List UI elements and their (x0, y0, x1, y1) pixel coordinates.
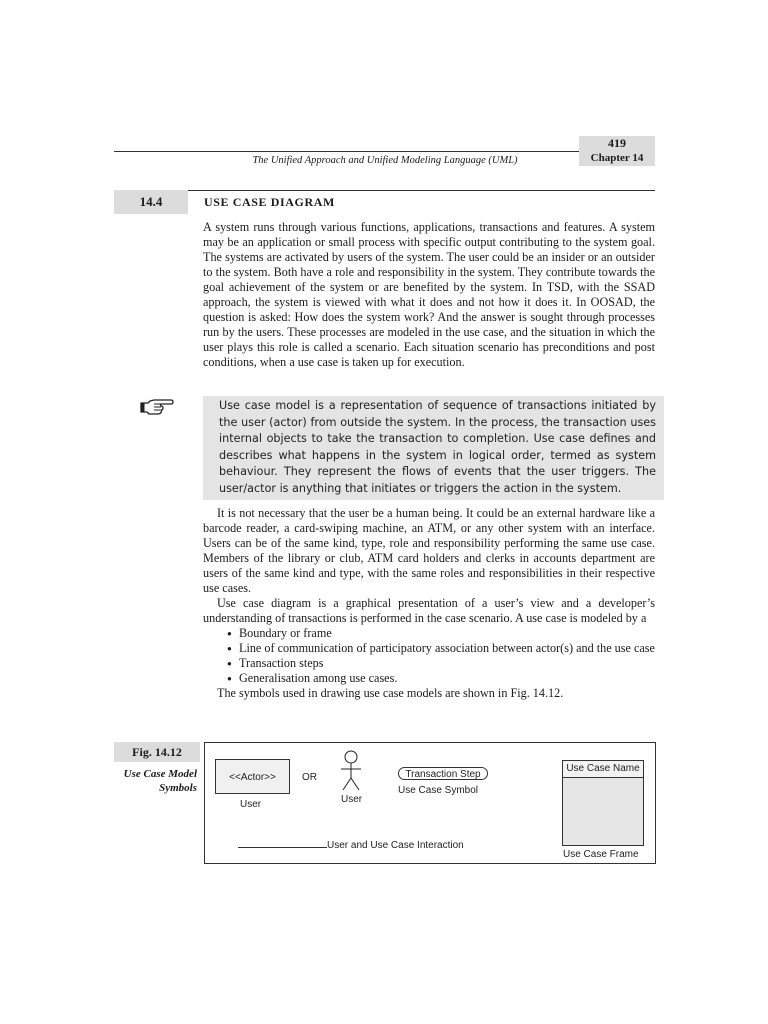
paragraph-symbols: The symbols used in drawing use case models are shown in Fig. 14.12. (217, 686, 564, 700)
or-label: OR (302, 772, 317, 783)
stick-figure-icon (336, 750, 366, 794)
section-title: USE CASE DIAGRAM (204, 195, 335, 209)
figure-caption-line-1: Use Case Model (123, 768, 197, 780)
page-number: 419 (579, 136, 655, 151)
use-case-frame-name: Use Case Name (563, 761, 643, 778)
paragraph-intro: A system runs through various functions, applications, transactions and features. A system may be an application or small process with specific output contributing to the system goal. The systems are activated by users of the system. The user could be an insider or an outsider to the system. Both have a role and responsibility in the system. They contribute towards the goal achievement of the system or are benefited by the system. In TSD, with the SSAD approach, the system is viewed with what it does and not how it does it. In OOSAD, the question is asked: How does the system work? And the answer is sought through processes run by the users. These processes are modeled in the use case, and the situation in which the user plays this role is called a scenario. Each situation scenario has preconditions and post conditions, when a use case is taken up for execution. (203, 220, 655, 369)
list-item: ● Generalisation among use cases. (213, 671, 655, 686)
use-case-symbol-label: Use Case Symbol (398, 785, 479, 796)
list-item: ● Transaction steps (213, 656, 655, 671)
chapter-label: Chapter 14 (579, 151, 655, 166)
transaction-step-symbol: Transaction Step (398, 767, 488, 780)
list-item: ● Line of communication of participatory association between actor(s) and the use case (213, 641, 655, 656)
bullet-list (203, 626, 655, 686)
section-rule (188, 190, 655, 191)
header-rule (114, 151, 579, 152)
definition-callout: Use case model is a representation of sequence of transactions initiated by the user (actor) from outside the system. In the process, the transaction uses internal objects to take the transaction to completion. Use case defines and describes what happens in the system in logical order, termed as system behaviour. They represent the flows of events that the user triggers. The user/actor is anything that initiates or triggers the action in the system. (203, 396, 664, 500)
running-title: The Unified Approach and Unified Modeling Language (UML) (252, 155, 518, 166)
paragraph-users: It is not necessary that the user be a human being. It could be an external hardware like a barcode reader, a card-swiping machine, an ATM, or any other system with an interface. Users can be of the same kind, type, role and responsibility performing the same use case. Members of the library or club, ATM card holders and clerks in accounts department are users of the same kind and type, with the same roles and responsibilities in their respective use cases. (203, 506, 655, 595)
pointing-hand-icon (140, 398, 174, 416)
paragraph-diagram-intro: Use case diagram is a graphical presentation of a user’s view and a developer’s understanding of transactions is performed in the case scenario. A use case is modeled by a (203, 596, 655, 625)
list-item: ● Boundary or frame (213, 626, 655, 641)
text-block-continued (203, 506, 655, 701)
actor-box-label: User (240, 799, 262, 810)
actor-box: <<Actor>> (215, 759, 290, 794)
stick-figure-label: User (341, 794, 363, 805)
section-number: 14.4 (114, 190, 188, 214)
interaction-label: User and Use Case Interaction (327, 840, 464, 851)
use-case-frame-label: Use Case Frame (563, 849, 639, 860)
use-case-frame-symbol (562, 760, 644, 846)
figure-label: Fig. 14.12 (114, 742, 200, 762)
figure-caption-line-2: Symbols (159, 782, 197, 794)
figure-caption (110, 767, 197, 795)
interaction-line (238, 847, 327, 848)
